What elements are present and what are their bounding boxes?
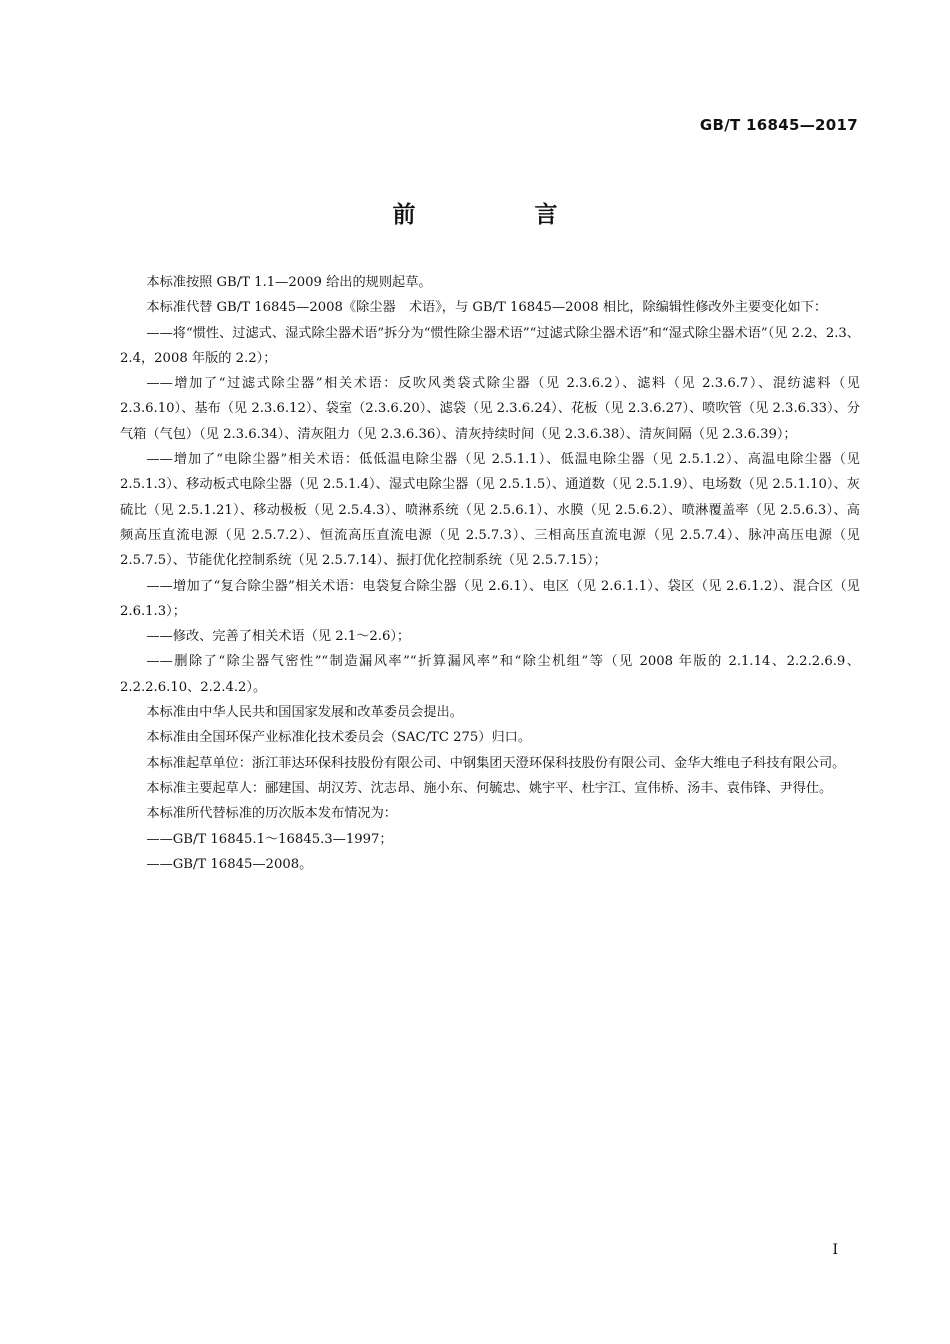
paragraph-replacement: 本标准代替 GB/T 16845—2008《除尘器 术语》，与 GB/T 16845—2008 相比，除编辑性修改外主要变化如下： — [146, 300, 828, 316]
page-title: 前 言 — [392, 202, 606, 228]
change-item: ——删除了“除尘器气密性”“制造漏风率”“折算漏风率”和“除尘机组”等（见 2008 年版的 2.1.14、2.2.2.6.9、2.2.2.6.10、2.2.4.2）。 — [120, 654, 860, 695]
history-item: ——GB/T 16845—2008。 — [146, 856, 313, 872]
paragraph-proposer: 本标准由中华人民共和国国家发展和改革委员会提出。 — [146, 705, 463, 721]
change-item: ——增加了“电除尘器”相关术语：低低温电除尘器（见 2.5.1.1）、低温电除尘器（见 2.5.1.2）、高温电除尘器（见 2.5.1.3）、移动板式电除尘器（见 2.5.1.4）、湿式电除尘器（见 2.5.1.5）、通道数（见 2.5.1.9）、电场数（见 2.5.1.10）、灰硫比（见 2.5.1.21）、移动极板（见 2.5.4.3）、喷淋系统（见 2.5.6.1）、水膜（见 2.5.6.2）、喷淋覆盖率（见 2.5.6.3）、高频高压直流电源（见 2.5.7.2）、恒流高压直流电源（见 2.5.7.3）、三相高压直流电源（见 2.5.7.4）、脉冲高压电源（见 2.5.7.5）、节能优化控制系统（见 2.5.7.14）、振打优化控制系统（见 2.5.7.15）； — [120, 452, 860, 569]
paragraph-drafting-rules: 本标准按照 GB/T 1.1—2009 给出的规则起草。 — [146, 275, 432, 290]
change-item: ——增加了“过滤式除尘器”相关术语：反吹风类袋式除尘器（见 2.3.6.2）、滤料（见 2.3.6.7）、混纺滤料（见 2.3.6.10）、基布（见 2.3.6.12）、袋室（2.3.6.20）、滤袋（见 2.3.6.24）、花板（见 2.3.6.27）、喷吹管（见 2.3.6.33）、分气箱（气包）（见 2.3.6.34）、清灰阻力（见 2.3.6.36）、清灰持续时间（见 2.3.6.38）、清灰间隔（见 2.3.6.39）； — [120, 376, 860, 442]
history-item: ——GB/T 16845.1～16845.3—1997； — [146, 831, 393, 847]
change-item: ——将“惯性、过滤式、湿式除尘器术语”拆分为“惯性除尘器术语”“过滤式除尘器术语”和“湿式除尘器术语”（见 2.2、2.3、2.4，2008 年版的 2.2）； — [120, 325, 860, 366]
change-item: ——增加了“复合除尘器”相关术语：电袋复合除尘器（见 2.6.1）、电区（见 2.6.1.1）、袋区（见 2.6.1.2）、混合区（见 2.6.1.3）； — [120, 578, 860, 619]
change-item: ——修改、完善了相关术语（见 2.1～2.6）； — [146, 629, 411, 645]
paragraph-history-intro: 本标准所代替标准的历次版本发布情况为： — [146, 806, 397, 822]
paragraph-committee: 本标准由全国环保产业标准化技术委员会（SAC/TC 275）归口。 — [146, 730, 532, 746]
document-code: GB/T 16845—2017 — [699, 116, 858, 134]
page-number: I — [832, 1242, 838, 1258]
foreword-body — [120, 270, 860, 877]
paragraph-drafting-units: 本标准起草单位：浙江菲达环保科技股份有限公司、中钢集团天澄环保科技股份有限公司、金华大维电子科技有限公司。 — [146, 755, 846, 771]
paragraph-drafters: 本标准主要起草人：郦建国、胡汉芳、沈志昂、施小东、何毓忠、姚宇平、杜宇江、宣伟桥、汤丰、袁伟锋、尹得仕。 — [146, 780, 833, 796]
